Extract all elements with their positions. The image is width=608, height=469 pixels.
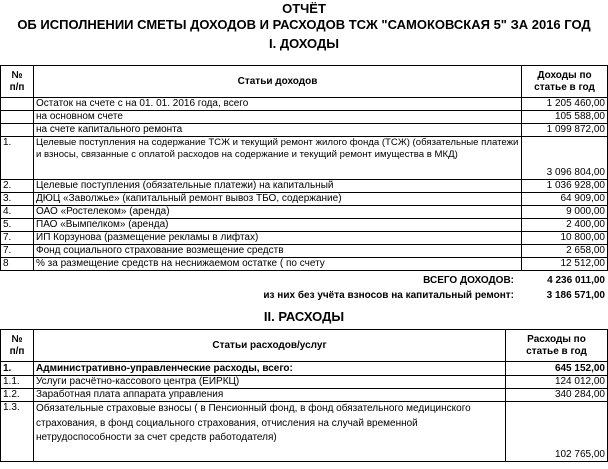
expenses-section-title: II. РАСХОДЫ	[263, 309, 345, 324]
income-row-num: 5.	[1, 219, 34, 232]
income-row-text: на основном счете	[34, 111, 522, 124]
income-row-num	[1, 111, 34, 124]
income-row-num	[1, 98, 34, 111]
expenses-row-amount: 645 152,00	[506, 362, 608, 376]
expenses-row-num: 1.3.	[1, 402, 34, 462]
income-row-amount: 2 658,00	[522, 245, 608, 258]
expenses-row-text: Административно-управленческие расходы, всего:	[34, 362, 506, 376]
income-header-amount: Доходы по статье в год	[522, 66, 608, 98]
expenses-row-amount: 124 012,00	[506, 376, 608, 389]
income-row-amount: 9 000,00	[522, 206, 608, 219]
income-row-amount: 3 096 804,00	[522, 137, 608, 180]
expenses-row-text: Услуги расчётно-кассового центра (ЕИРКЦ)	[34, 376, 506, 389]
report-title: ОТЧЁТ	[282, 1, 326, 16]
income-header-num: № п/п	[1, 66, 34, 98]
expenses-row-num: 1.1.	[1, 376, 34, 389]
income-row-num: 1.	[1, 137, 34, 180]
income-row-num: 7.	[1, 245, 34, 258]
income-row-amount: 1 099 872,00	[522, 124, 608, 137]
income-row-text: Фонд социального страхование возмещение средств	[34, 245, 522, 258]
income-row-amount: 2 400,00	[522, 219, 608, 232]
income-row-text: на счете капитального ремонта	[34, 124, 522, 137]
income-section-title: I. ДОХОДЫ	[269, 36, 339, 51]
income-excl-label: из них без учёта взносов на капитальный ремонт:	[263, 290, 514, 301]
expenses-row-amount: 340 284,00	[506, 389, 608, 402]
income-row-text: ОАО «Ростелеком» (аренда)	[34, 206, 522, 219]
income-row-num: 7.	[1, 232, 34, 245]
income-row-amount: 1 205 460,00	[522, 98, 608, 111]
report-subtitle: ОБ ИСПОЛНЕНИИ СМЕТЫ ДОХОДОВ И РАСХОДОВ ТСЖ "САМОКОВСКАЯ 5" ЗА 2016 ГОД	[17, 17, 591, 32]
income-row-text: ПАО «Вымпелком» (аренда)	[34, 219, 522, 232]
income-row-num: 4.	[1, 206, 34, 219]
expenses-row-text: Обязательные страховые взносы ( в Пенсионный фонд, в фонд обязательного медицинского страхования, в фонд социального страхования, отчисления на случай временной нетрудоспособности за счет средств работодателя)	[34, 402, 506, 462]
income-row-amount: 10 800,00	[522, 232, 608, 245]
expenses-row-amount: 102 765,00	[506, 402, 608, 462]
income-row-num	[1, 124, 34, 137]
expenses-header-amount: Расходы по статье в год	[506, 330, 608, 362]
expenses-header-num: № п/п	[1, 330, 34, 362]
income-row-text: Целевые поступления (обязательные платежи) на капитальный	[34, 180, 522, 193]
income-header-item: Статьи доходов	[34, 66, 522, 98]
income-row-text: Остаток на счете с на 01. 01. 2016 года, всего	[34, 98, 522, 111]
income-row-text: % за размещение средств на неснижаемом остатке ( по счету	[34, 258, 522, 271]
income-total-label: ВСЕГО ДОХОДОВ:	[423, 275, 514, 286]
income-row-amount: 12 512,00	[522, 258, 608, 271]
expenses-row-num: 1.	[1, 362, 34, 376]
expenses-row-num: 1.2.	[1, 389, 34, 402]
income-row-num: 3.	[1, 193, 34, 206]
income-excl-value: 3 186 571,00	[546, 290, 605, 301]
expenses-row-text: Заработная плата аппарата управления	[34, 389, 506, 402]
income-table	[0, 65, 608, 271]
income-row-amount: 1 036 928,00	[522, 180, 608, 193]
income-row-num: 2.	[1, 180, 34, 193]
income-total-value: 4 236 011,00	[547, 275, 605, 286]
income-row-amount: 105 588,00	[522, 111, 608, 124]
income-row-amount: 64 909,00	[522, 193, 608, 206]
income-row-text: ИП Корзунова (размещение рекламы в лифтах)	[34, 232, 522, 245]
income-row-text: Целевые поступления на содержание ТСЖ и текущий ремонт жилого фонда (ТСЖ) (обязательные платежи и взносы, связанные с оплатой расходов на содержание и текущий ремонт имущества в МКД)	[34, 137, 522, 180]
expenses-table	[0, 329, 608, 462]
income-row-text: ДЮЦ «Заволжье» (капитальный ремонт вывоз ТБО, содержание)	[34, 193, 522, 206]
expenses-header-item: Статьи расходов/услуг	[34, 330, 506, 362]
income-row-num: 8	[1, 258, 34, 271]
